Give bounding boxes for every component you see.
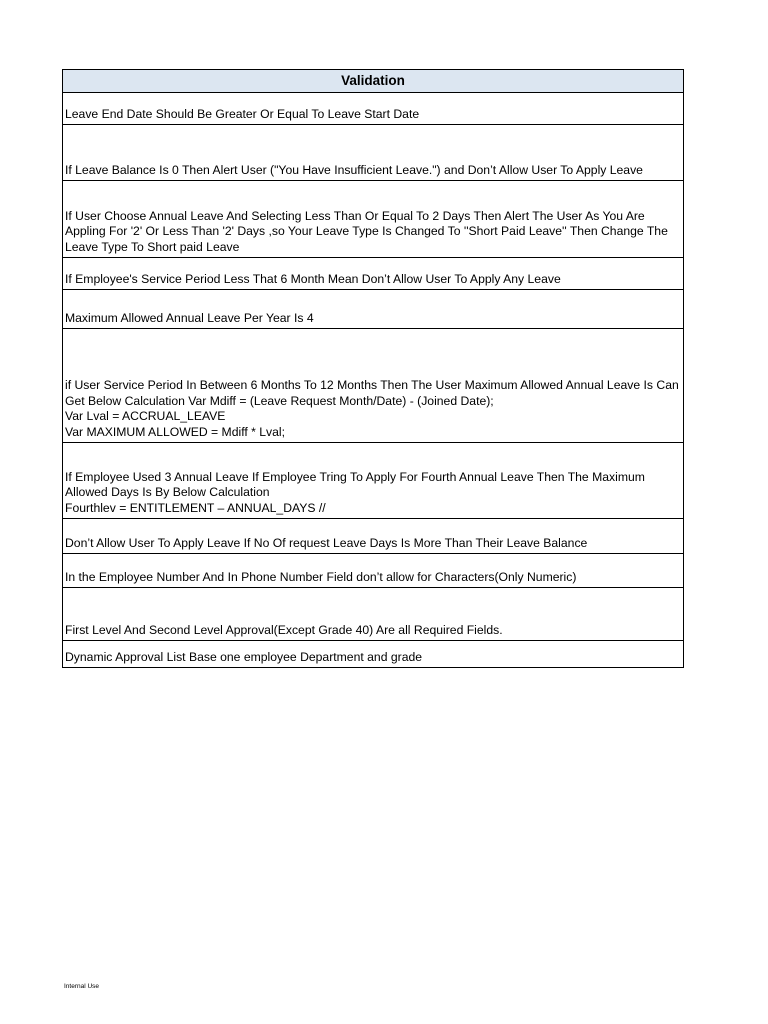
validation-cell: If Employee's Service Period Less That 6 Month Mean Don’t Allow User To Apply Any Leave [63,258,684,290]
table-row [63,125,684,181]
validation-cell: If Employee Used 3 Annual Leave If Employee Tring To Apply For Fourth Annual Leave Then The Maximum Allowed Days Is By Below Calculation Fourthlev = ENTITLEMENT – ANNUAL_DAYS // [63,443,684,519]
table-row [63,93,684,125]
table-row [63,290,684,329]
validation-cell: Maximum Allowed Annual Leave Per Year Is 4 [63,290,684,329]
table-row [63,329,684,443]
table-row [63,443,684,519]
validation-cell: If User Choose Annual Leave And Selecting Less Than Or Equal To 2 Days Then Alert The User As You Are Appling For '2' Or Less Than '2' Days ,so Your Leave Type Is Changed To ''Short Paid Leave'' Then Change The Leave Type To Short paid Leave [63,181,684,258]
validation-cell: if User Service Period In Between 6 Months To 12 Months Then The User Maximum Allowed Annual Leave Is Can Get Below Calculation Var Mdiff = (Leave Request Month/Date) - (Joined Date); Var Lval = ACCRUAL_LEAVE Var MAXIMUM ALLOWED = Mdiff * Lval; [63,329,684,443]
validation-table [62,69,684,668]
validation-cell: In the Employee Number And In Phone Number Field don’t allow for Characters(Only Numeric) [63,554,684,588]
validation-header: Validation [63,70,684,93]
validation-cell: Leave End Date Should Be Greater Or Equal To Leave Start Date [63,93,684,125]
table-row [63,554,684,588]
validation-cell: First Level And Second Level Approval(Except Grade 40) Are all Required Fields. [63,588,684,641]
validation-cell: Don’t Allow User To Apply Leave If No Of request Leave Days Is More Than Their Leave Balance [63,519,684,554]
validation-cell: Dynamic Approval List Base one employee Department and grade [63,641,684,668]
validation-cell: If Leave Balance Is 0 Then Alert User ("You Have Insufficient Leave.") and Don’t Allow User To Apply Leave [63,125,684,181]
table-row [63,519,684,554]
footer-classification: Internal Use [64,983,100,990]
table-row [63,181,684,258]
table-header-row [63,70,684,93]
table-row [63,588,684,641]
table-row [63,258,684,290]
table-row [63,641,684,668]
